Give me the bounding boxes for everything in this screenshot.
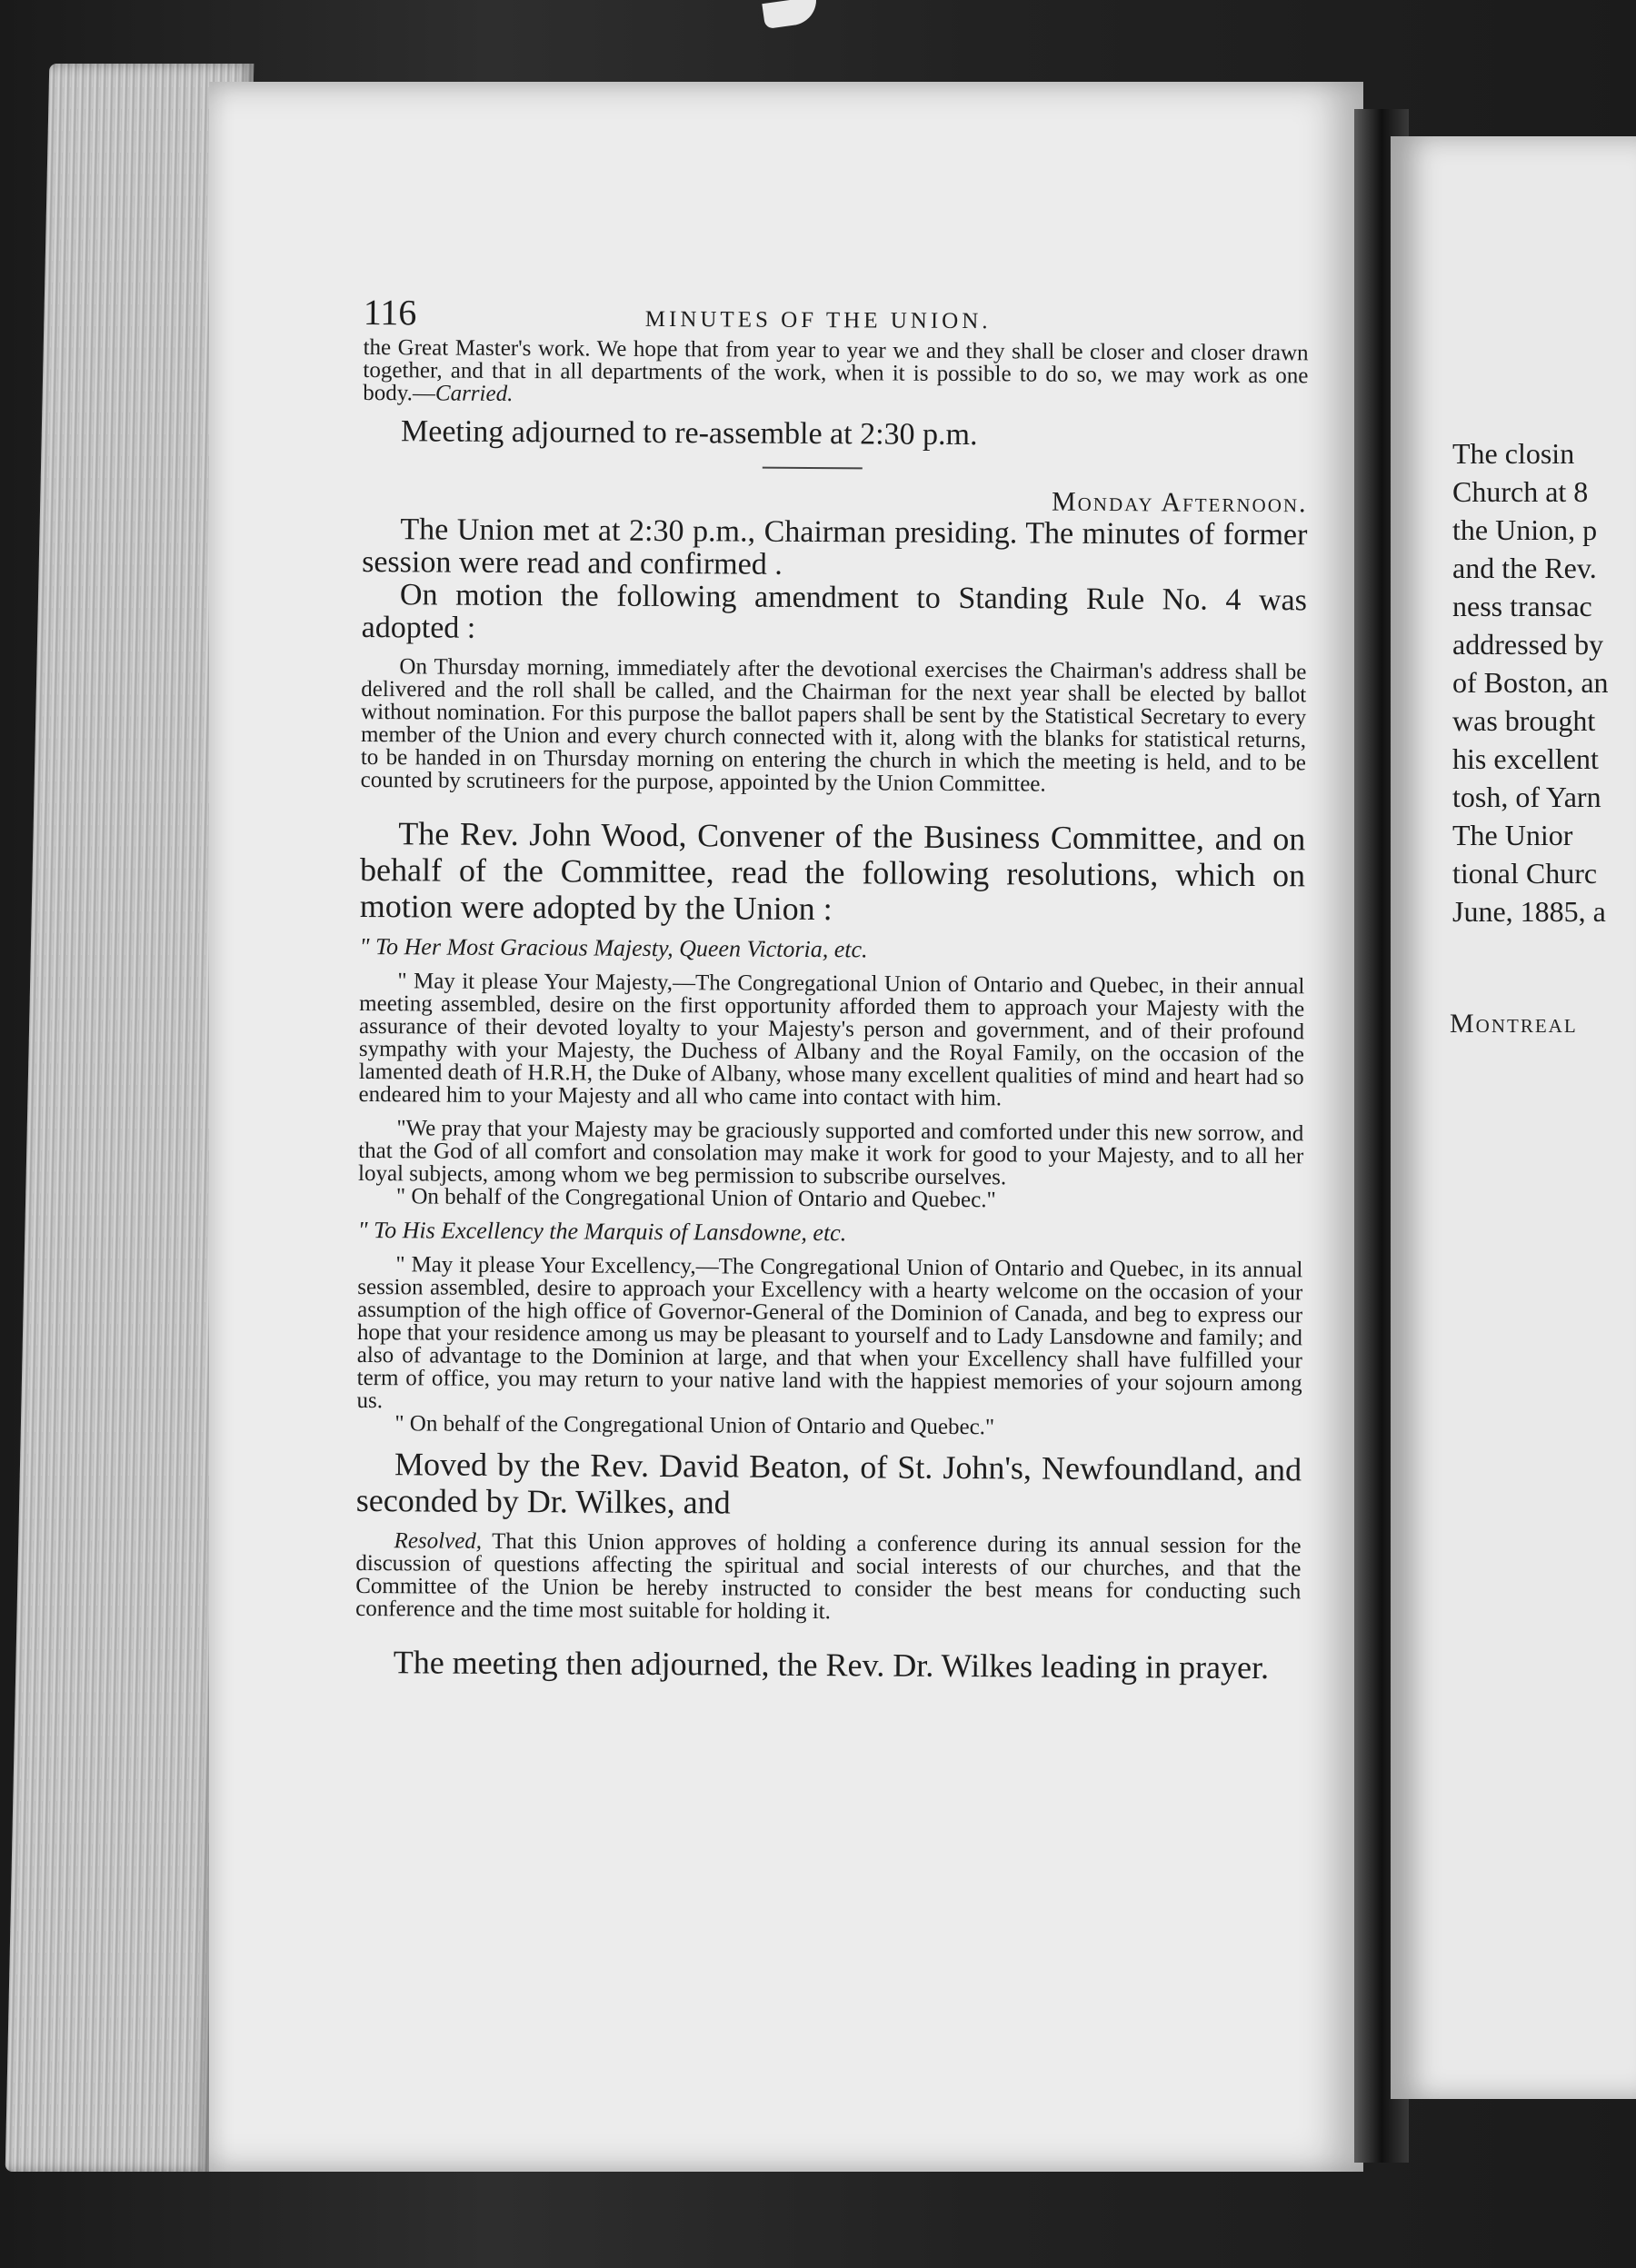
right-line: the Union, p (1452, 513, 1598, 546)
right-line: addressed by (1452, 628, 1604, 661)
right-line: The Unior (1452, 819, 1573, 851)
resolution-text (355, 1529, 1302, 1626)
adjourn-note: Meeting adjourned to re-assemble at 2:30 p.m. (400, 414, 978, 453)
divider (763, 467, 863, 470)
right-line: June, 1885, a (1452, 895, 1606, 928)
address-signoff: " On behalf of the Congregational Union of Ontario and Quebec." (395, 1184, 996, 1213)
address-heading: " To Her Most Gracious Majesty, Queen Victoria, etc. (359, 932, 868, 963)
right-line: ness transac (1452, 590, 1592, 622)
carried-note: Carried. (434, 381, 514, 407)
right-page-text (1452, 434, 1636, 930)
paragraph: On motion the following amendment to Standing Rule No. 4 was adopted : (361, 578, 1308, 645)
address-text: "We pray that your Majesty may be graciously supported and comforted under this new sorrow, and that the God of all comfort and consolation may make it work for good to your Majesty, and to all her loyal subjects, among whom we beg permission to subscribe ourselves. (357, 1116, 1304, 1190)
right-line: and the Rev. (1452, 552, 1597, 584)
right-page-heading: Montreal (1450, 1009, 1578, 1039)
address-heading: " To His Excellency the Marquis of Lansdowne, etc. (357, 1216, 847, 1247)
page-header (364, 291, 1309, 342)
right-line: The closin (1452, 437, 1575, 470)
right-line: tosh, of Yarn (1452, 781, 1601, 813)
page-number: 116 (363, 291, 417, 333)
resolution-body: That this Union approves of holding a conference during its annual session for the discussion of questions affecting the spiritual and social interests of our churches, and that the Committee of the Union be hereby instructed to consider the best means for conducting such conference and the time most suitable for holding it. (355, 1528, 1302, 1625)
right-page (1391, 136, 1636, 2099)
resolved-label: Resolved, (394, 1528, 483, 1554)
paragraph: The Union met at 2:30 p.m., Chairman presiding. The minutes of former session were read and confirmed . (362, 512, 1308, 582)
section-heading: Monday Afternoon. (1051, 486, 1308, 519)
paragraph: Moved by the Rev. David Beaton, of St. John's, Newfoundland, and seconded by Dr. Wilkes, and (355, 1446, 1302, 1521)
left-page-text (355, 291, 1309, 1686)
running-title: MINUTES OF THE UNION. (644, 306, 992, 334)
paragraph: The Rev. John Wood, Convener of the Business Committee, and on behalf of the Committee, read the following resolutions, which on motion were adopted by the Union : (359, 815, 1306, 928)
paragraph-text: the Great Master's work. We hope that from year to year we and they shall be closer and closer drawn together, and that in all departments of the work, when it is possible to do so, we may work as one body.— (363, 334, 1309, 406)
right-line: his excellent (1452, 742, 1599, 775)
address-text: " May it please Your Majesty,—The Congregational Union of Ontario and Quebec, in their annual meeting assembled, desire on the first opportunity afforded them to approach your Majesty with the assurance of their devoted loyalty to your Majesty's person and government, and of their profound sympathy with your Majesty, the Duchess of Albany and the Royal Family, on the occasion of the lamented death of H.R.H, the Duke of Albany, whose many excellent qualities of mind and heart had so endeared him to your Majesty and all who came into contact with him. (358, 969, 1305, 1111)
right-line: of Boston, an (1452, 666, 1609, 699)
right-line: tional Churc (1452, 857, 1598, 890)
standing-rule-text: On Thursday morning, immediately after the devotional exercises the Chairman's address shall be delivered and the roll shall be called, and the Chairman for the next year shall be elected by ballot without nomination. For this purpose the ballot papers shall be sent by the Statistical Secretary to every member of the Union and every church connected with it, along with the blanks for statistical returns, to be handed in on Thursday morning on entering the church in which the meeting is held, and to be counted by scrutineers for the purpose, appointed by the Union Committee. (360, 654, 1307, 797)
right-line: was brought (1452, 704, 1596, 737)
paragraph: The meeting then adjourned, the Rev. Dr. Wilkes leading in prayer. (393, 1644, 1270, 1686)
right-line: Church at 8 (1452, 475, 1589, 508)
address-text: " May it please Your Excellency,—The Congregational Union of Ontario and Quebec, in its annual session assembled, desire to approach your Excellency with a hearty welcome on the occasion of your assumption of the high office of Governor-General of the Dominion of Canada, and beg to express our hope that your residence among us may be pleasant to yourself and to Lady Lansdowne and family; and also of advantage to the Dominion at large, and that when your Excellency shall have fulfilled your term of office, you may return to your native land with the happiest memories of your sojourn among us. (356, 1252, 1303, 1414)
address-signoff: " On behalf of the Congregational Union of Ontario and Quebec." (394, 1411, 995, 1440)
paragraph (363, 336, 1308, 410)
